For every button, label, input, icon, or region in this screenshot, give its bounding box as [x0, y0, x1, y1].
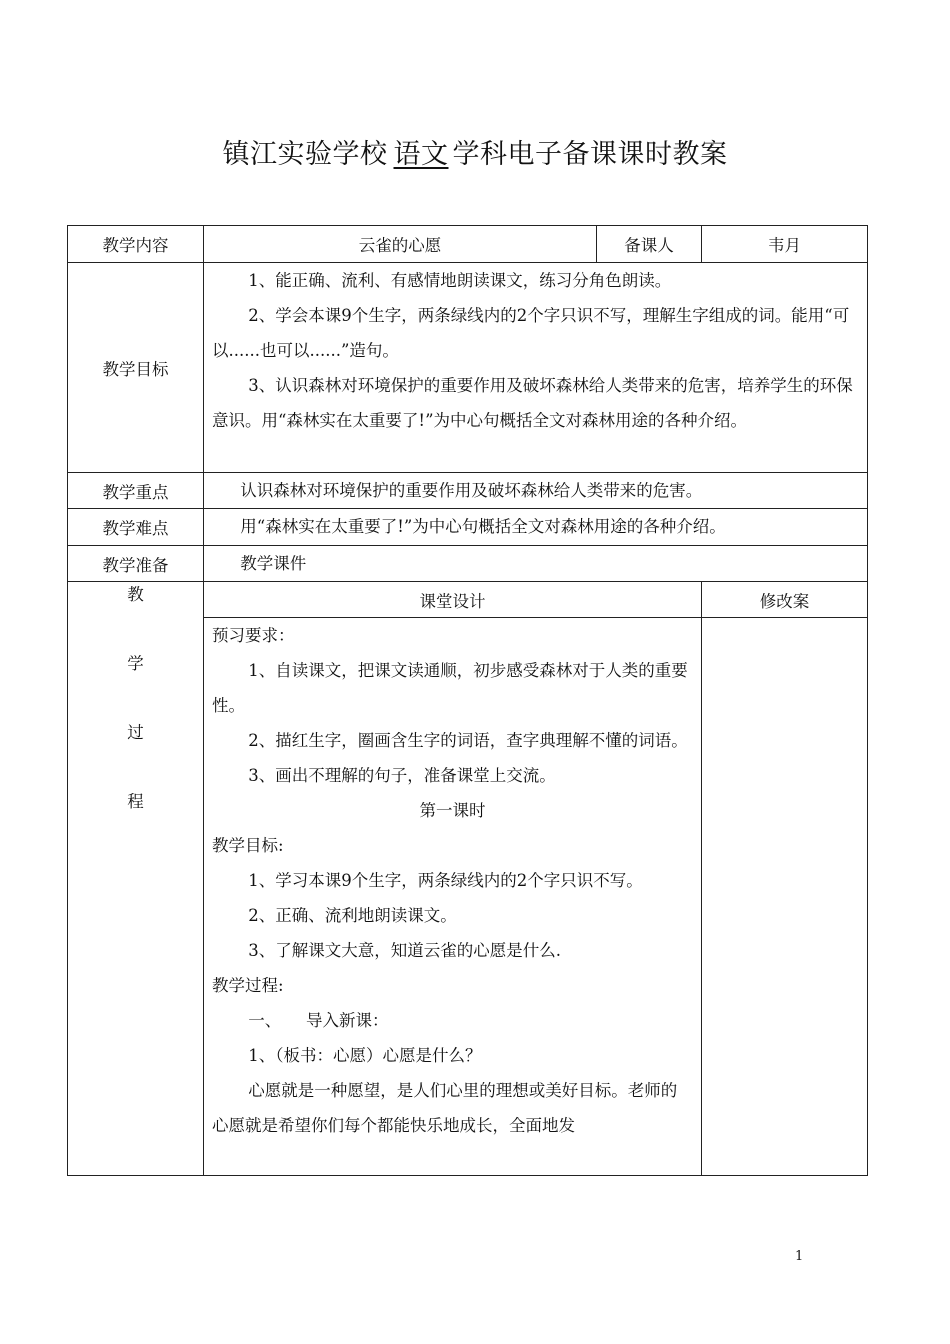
step-1: 一、 导入新课：	[248, 1011, 389, 1030]
step-1-1: 1、（板书：心愿）心愿是什么？	[248, 1046, 482, 1065]
process-char-2: 学	[127, 654, 144, 673]
content-label: 教学内容	[68, 226, 204, 263]
steps-title: 教学过程:	[212, 976, 284, 995]
preview-1: 1、自读课文，把课文读通顺，初步感受森林对于人类的重要性。	[212, 661, 688, 715]
goal-2: 2、学会本课9个生字，两条绿线内的2个字只识不写，理解生字组成的词。能用“可以......也可以......”造句。	[212, 306, 850, 360]
page-title	[0, 132, 950, 171]
goals-label: 教学目标	[68, 263, 204, 473]
lesson-plan-table	[67, 225, 868, 1176]
preparer-value: 韦月	[702, 226, 868, 263]
title-prefix: 镇江实验学校	[222, 139, 388, 170]
goals-cell	[204, 263, 868, 473]
preview-title: 预习要求：	[212, 626, 295, 645]
preview-3: 3、画出不理解的句子，准备课堂上交流。	[248, 766, 556, 785]
revision-header: 修改案	[702, 582, 868, 618]
content-value: 云雀的心愿	[204, 226, 597, 263]
difficulty-label: 教学难点	[68, 509, 204, 546]
preview-2: 2、描红生字，圈画含生字的词语，查字典理解不懂的词语。	[248, 731, 688, 750]
lesson-goal-3: 3、了解课文大意，知道云雀的心愿是什么.	[248, 941, 562, 960]
process-char-4: 程	[127, 792, 144, 811]
prep-value: 教学课件	[204, 546, 868, 582]
page-number: 1	[795, 1249, 804, 1264]
difficulty-value: 用“森林实在太重要了!”为中心句概括全文对森林用途的各种介绍。	[204, 509, 868, 546]
design-cell	[204, 618, 702, 1176]
goal-3: 3、认识森林对环境保护的重要作用及破坏森林给人类带来的危害，培养学生的环保意识。用“森林实在太重要了!”为中心句概括全文对森林用途的各种介绍。	[212, 376, 853, 430]
lesson-goal-1: 1、学习本课9个生字，两条绿线内的2个字只识不写。	[248, 871, 643, 890]
lesson-goal-2: 2、正确、流利地朗读课文。	[248, 906, 457, 925]
revision-cell	[702, 618, 868, 1176]
title-subject: 语文	[393, 139, 449, 170]
key-label: 教学重点	[68, 473, 204, 509]
process-label	[68, 582, 204, 1176]
title-suffix: 学科电子备课课时教案	[452, 139, 728, 170]
design-header: 课堂设计	[204, 582, 702, 618]
goal-1: 1、能正确、流利、有感情地朗读课文，练习分角色朗读。	[248, 271, 672, 290]
process-char-3: 过	[127, 723, 144, 742]
step-1-2: 心愿就是一种愿望，是人们心里的理想或美好目标。老师的心愿就是希望你们每个都能快乐地成长，全面地发	[212, 1081, 678, 1135]
prep-label: 教学准备	[68, 546, 204, 582]
lesson-goals-title: 教学目标:	[212, 836, 284, 855]
process-char-1: 教	[127, 585, 144, 604]
lesson-title: 第一课时	[419, 801, 486, 820]
key-value: 认识森林对环境保护的重要作用及破坏森林给人类带来的危害。	[204, 473, 868, 509]
preparer-label: 备课人	[597, 226, 702, 263]
